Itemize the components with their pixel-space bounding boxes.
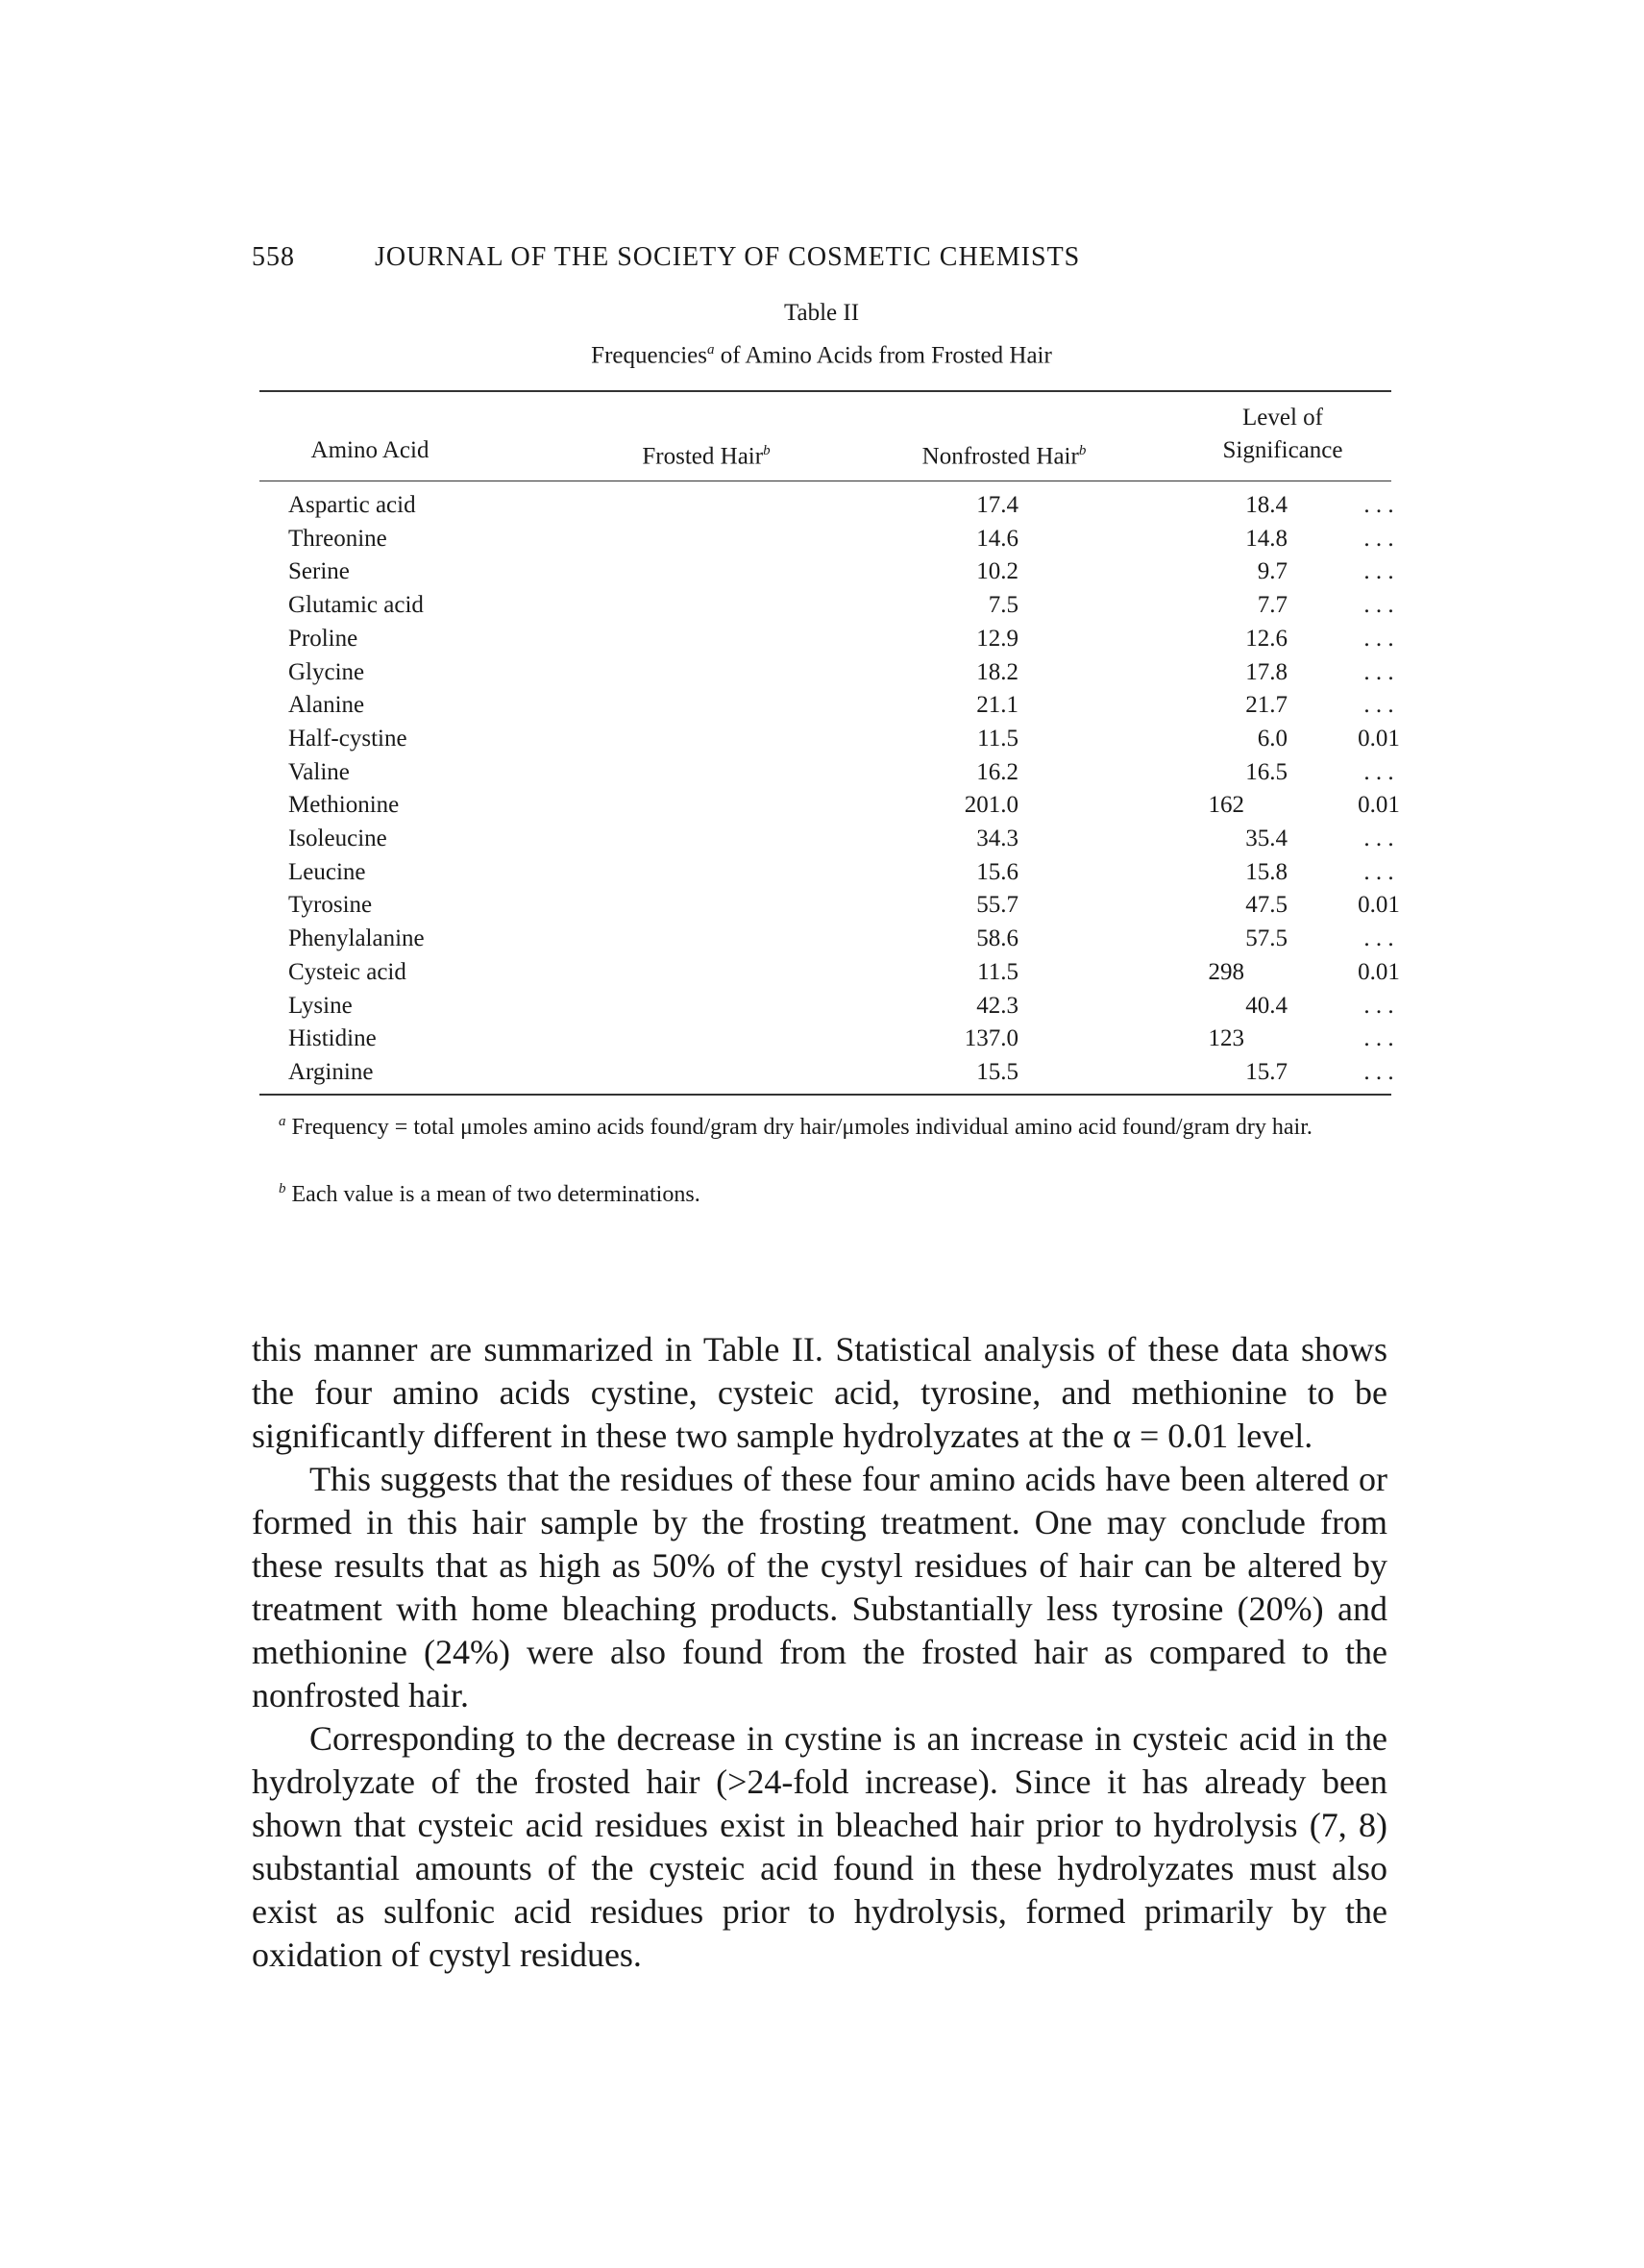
footnote-text: Frequency = total μmoles amino acids found/gram dry hair/μmoles individual amino acid found/gram dry hair. bbox=[285, 1115, 1313, 1140]
table-row bbox=[259, 655, 1394, 689]
amino-acid-cell: Half-cystine bbox=[288, 725, 407, 752]
subtitle-text: Frequencies bbox=[591, 342, 707, 369]
frosted-value: 7.5 bbox=[988, 592, 1018, 619]
nonfrosted-value: 9.7 bbox=[1257, 558, 1288, 585]
col-header-amino-acid: Amino Acid bbox=[310, 437, 429, 463]
frosted-value: 137.0 bbox=[964, 1025, 1018, 1052]
footnote-mark: b bbox=[1078, 443, 1087, 458]
nonfrosted-value: 17.8 bbox=[1245, 658, 1288, 685]
table-row bbox=[259, 788, 1400, 822]
col-header-level-line2: Significance bbox=[1222, 437, 1343, 463]
table-row bbox=[259, 755, 1394, 789]
table-row bbox=[259, 488, 1394, 522]
significance-value: 0.01 bbox=[1358, 725, 1400, 752]
amino-acid-cell: Glutamic acid bbox=[288, 592, 424, 619]
frosted-value: 11.5 bbox=[977, 958, 1018, 985]
table-top-rule bbox=[259, 390, 1391, 392]
frosted-value: 14.6 bbox=[976, 525, 1018, 552]
col-header-nonfrosted-label: Nonfrosted Hair bbox=[921, 443, 1079, 470]
table-row bbox=[259, 922, 1394, 955]
amino-acid-cell: Methionine bbox=[288, 792, 400, 819]
col-header-level bbox=[1182, 402, 1384, 467]
amino-acid-cell: Phenylalanine bbox=[288, 925, 425, 952]
amino-acid-cell: Isoleucine bbox=[288, 826, 387, 851]
footnote-b bbox=[252, 1172, 1391, 1212]
table-row bbox=[259, 688, 1394, 722]
paragraph: This suggests that the residues of these four amino acids have been altered or formed in this hair sample by the frosting treatment. One may conclude from these results that as high as 50% of the cystyl residues of hair can be altered by treatment with home bleaching products. Substantially less tyrosine (20%) and methionine (24%) were also found from the frosted hair as compared to the nonfrosted hair. bbox=[252, 1460, 1387, 1714]
amino-acid-cell: Lysine bbox=[288, 992, 353, 1019]
frosted-value: 15.5 bbox=[976, 1058, 1018, 1085]
subtitle-rest: of Amino Acids from Frosted Hair bbox=[714, 342, 1052, 369]
amino-acid-cell: Cysteic acid bbox=[288, 958, 406, 985]
frosted-value: 34.3 bbox=[976, 826, 1018, 851]
significance-value: . . . bbox=[1363, 1025, 1394, 1052]
amino-acid-cell: Arginine bbox=[288, 1058, 374, 1085]
amino-acid-cell: Tyrosine bbox=[288, 892, 373, 919]
frosted-value: 42.3 bbox=[976, 992, 1018, 1019]
amino-acid-cell: Histidine bbox=[288, 1025, 377, 1052]
footnote-mark: b bbox=[279, 1181, 286, 1196]
col-header-nonfrosted bbox=[865, 434, 1143, 473]
frosted-value: 21.1 bbox=[976, 692, 1018, 719]
table-row bbox=[259, 722, 1400, 755]
table-row bbox=[259, 955, 1400, 989]
page-number: 558 bbox=[252, 242, 295, 272]
amino-acid-cell: Threonine bbox=[288, 525, 387, 552]
amino-acid-cell: Proline bbox=[288, 625, 358, 652]
table-row bbox=[259, 855, 1394, 889]
footnote-mark: b bbox=[763, 443, 771, 458]
table-bottom-rule bbox=[259, 1094, 1391, 1096]
nonfrosted-value: 21.7 bbox=[1245, 692, 1288, 719]
nonfrosted-value: 15.7 bbox=[1245, 1058, 1288, 1085]
table-subtitle bbox=[252, 342, 1391, 369]
body-text bbox=[252, 1328, 1387, 1977]
nonfrosted-value: 7.7 bbox=[1257, 592, 1288, 619]
significance-value: . . . bbox=[1363, 992, 1394, 1019]
col-header-level-line1: Level of bbox=[1242, 405, 1323, 431]
frosted-value: 12.9 bbox=[976, 625, 1018, 652]
amino-acid-cell: Valine bbox=[288, 758, 350, 785]
significance-value: . . . bbox=[1363, 625, 1394, 652]
nonfrosted-value: 298 bbox=[1208, 958, 1244, 985]
footnote-mark: a bbox=[706, 342, 715, 357]
significance-value: . . . bbox=[1363, 592, 1394, 619]
significance-value: . . . bbox=[1363, 758, 1394, 785]
frosted-value: 18.2 bbox=[976, 658, 1018, 685]
nonfrosted-value: 40.4 bbox=[1245, 992, 1288, 1019]
footnote-text: Each value is a mean of two determinations. bbox=[285, 1182, 700, 1207]
significance-value: . . . bbox=[1363, 925, 1394, 952]
col-header-frosted bbox=[577, 434, 836, 473]
significance-value: 0.01 bbox=[1358, 958, 1400, 985]
significance-value: . . . bbox=[1363, 826, 1394, 851]
nonfrosted-value: 35.4 bbox=[1245, 826, 1288, 851]
nonfrosted-value: 16.5 bbox=[1245, 758, 1288, 785]
nonfrosted-value: 57.5 bbox=[1245, 925, 1288, 952]
paragraph: this manner are summarized in Table II. Statistical analysis of these data shows the four amino acids cystine, cysteic acid, tyrosine, and methionine to be significantly different in these two sample hydrolyzates at the α = 0.01 level. bbox=[252, 1330, 1387, 1455]
significance-value: . . . bbox=[1363, 858, 1394, 885]
table-row bbox=[259, 822, 1394, 855]
table-row bbox=[259, 888, 1400, 922]
frosted-value: 55.7 bbox=[976, 892, 1018, 919]
frosted-value: 11.5 bbox=[977, 725, 1018, 752]
amino-acid-cell: Aspartic acid bbox=[288, 492, 416, 518]
significance-value: . . . bbox=[1363, 558, 1394, 585]
nonfrosted-value: 162 bbox=[1208, 792, 1244, 819]
frosted-value: 16.2 bbox=[976, 758, 1018, 785]
nonfrosted-value: 12.6 bbox=[1245, 625, 1288, 652]
col-header-frosted-label: Frosted Hair bbox=[642, 443, 764, 470]
paragraph: Corresponding to the decrease in cystine is an increase in cysteic acid in the hydrolyzate of the frosted hair (>24-fold increase). Since it has already been shown that cysteic acid residues exist in bleached hair prior to hydrolysis (7, 8) substantial amounts of the cysteic acid found in these hydrolyzates must also exist as sulfonic acid residues prior to hydrolysis, formed primarily by the oxidation of cystyl residues. bbox=[252, 1719, 1387, 1974]
nonfrosted-value: 47.5 bbox=[1245, 892, 1288, 919]
frosted-value: 201.0 bbox=[964, 792, 1018, 819]
footnote-mark: a bbox=[279, 1114, 286, 1129]
significance-value: 0.01 bbox=[1358, 892, 1400, 919]
frosted-value: 10.2 bbox=[976, 558, 1018, 585]
table-title: Table II bbox=[783, 300, 860, 326]
amino-acid-cell: Glycine bbox=[288, 658, 365, 685]
table-row bbox=[259, 522, 1394, 555]
significance-value: . . . bbox=[1363, 1058, 1394, 1085]
table-row bbox=[259, 989, 1394, 1023]
journal-title: JOURNAL OF THE SOCIETY OF COSMETIC CHEMISTS bbox=[375, 242, 1081, 272]
significance-value: . . . bbox=[1363, 692, 1394, 719]
table-row bbox=[259, 588, 1394, 622]
table-row bbox=[259, 1022, 1394, 1055]
nonfrosted-value: 15.8 bbox=[1245, 858, 1288, 885]
nonfrosted-value: 6.0 bbox=[1257, 725, 1288, 752]
frosted-value: 17.4 bbox=[976, 492, 1018, 518]
nonfrosted-value: 123 bbox=[1208, 1025, 1244, 1052]
amino-acid-cell: Serine bbox=[288, 558, 350, 585]
significance-value: . . . bbox=[1363, 525, 1394, 552]
table-row bbox=[259, 555, 1394, 588]
significance-value: . . . bbox=[1363, 492, 1394, 518]
significance-value: 0.01 bbox=[1358, 792, 1400, 819]
nonfrosted-value: 18.4 bbox=[1245, 492, 1288, 518]
table-row bbox=[259, 1055, 1394, 1089]
amino-acid-cell: Alanine bbox=[288, 692, 365, 719]
frosted-value: 15.6 bbox=[976, 858, 1018, 885]
table-row bbox=[259, 622, 1394, 655]
significance-value: . . . bbox=[1363, 658, 1394, 685]
frosted-value: 58.6 bbox=[976, 925, 1018, 952]
footnote-a bbox=[252, 1105, 1391, 1145]
amino-acid-cell: Leucine bbox=[288, 858, 366, 885]
nonfrosted-value: 14.8 bbox=[1245, 525, 1288, 552]
